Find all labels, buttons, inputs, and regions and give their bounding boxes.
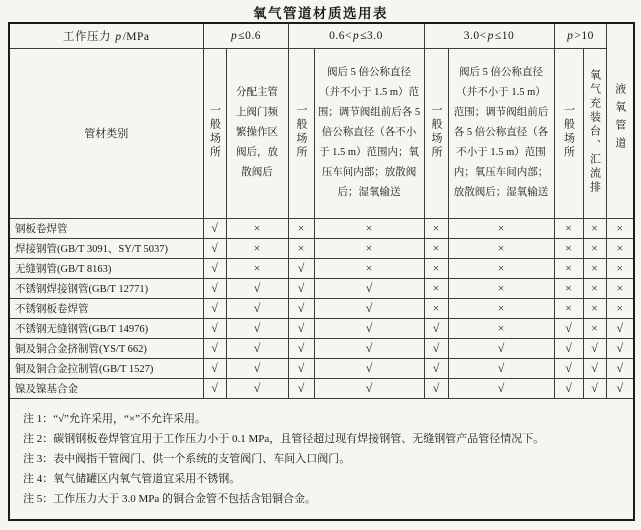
mark-cell: √ — [554, 358, 583, 378]
mark-cell: × — [583, 298, 606, 318]
mark-cell: × — [448, 278, 554, 298]
mark-cell: × — [226, 218, 288, 238]
mark-cell: √ — [448, 358, 554, 378]
header-range-p-gt-10 — [554, 23, 606, 48]
mark-cell: √ — [448, 378, 554, 398]
subheader-filling-station-manifold — [583, 48, 606, 218]
subheader-valve-diameter-range-1: 阀后 5 倍公称直径（并不小于 1.5 m）范围；调节阀组前后各 5 倍公称直径（各不小于 1.5 m）范围内；氧压车间内部；放散阀后；湿氧输送 — [314, 48, 424, 218]
mark-cell: √ — [424, 318, 448, 338]
mark-cell: × — [448, 258, 554, 278]
mark-cell: × — [424, 298, 448, 318]
mark-cell: × — [554, 218, 583, 238]
mark-cell: × — [288, 238, 314, 258]
header-range-3-to-10 — [424, 23, 554, 48]
mark-cell: √ — [448, 338, 554, 358]
mark-cell: √ — [606, 378, 634, 398]
note-line: 注 1：“√”允许采用，“×”不允许采用。 — [23, 412, 207, 425]
mark-cell: × — [424, 258, 448, 278]
mark-cell: √ — [583, 358, 606, 378]
mark-cell: √ — [203, 318, 226, 338]
table-row — [9, 218, 634, 238]
mark-cell: √ — [226, 338, 288, 358]
label-part: ≤10 — [494, 29, 515, 42]
subheader-distribution-main-valves: 分配主管上阀门频繁操作区阀后，放散阀后 — [226, 48, 288, 218]
table-row — [9, 338, 634, 358]
header-liquid-oxygen-pipeline — [606, 23, 634, 218]
vertical-label: 氧气充装台、汇流排 — [588, 68, 601, 195]
mark-cell: √ — [554, 378, 583, 398]
header-range-p-le-0-6 — [203, 23, 288, 48]
mark-cell: × — [606, 258, 634, 278]
mark-cell: √ — [203, 278, 226, 298]
mark-cell: √ — [314, 278, 424, 298]
mark-cell: × — [606, 218, 634, 238]
label-part: ≤0.6 — [238, 29, 261, 42]
pressure-symbol: p — [487, 29, 494, 42]
mark-cell: √ — [554, 318, 583, 338]
mark-cell: √ — [554, 338, 583, 358]
mark-cell: × — [424, 238, 448, 258]
vertical-label: 一般场所 — [562, 103, 575, 160]
mark-cell: × — [448, 298, 554, 318]
mark-cell: √ — [203, 238, 226, 258]
mark-cell: √ — [226, 298, 288, 318]
mark-cell: × — [554, 238, 583, 258]
note-line: 注 5：工作压力大于 3.0 MPa 的铜合金管不包括含铝铜合金。 — [23, 492, 317, 505]
oxygen-pipe-material-table — [8, 22, 635, 521]
mark-cell: √ — [288, 318, 314, 338]
mark-cell: × — [583, 278, 606, 298]
mark-cell: √ — [288, 338, 314, 358]
mark-cell: √ — [226, 358, 288, 378]
mark-cell: × — [606, 278, 634, 298]
material-name: 不锈钢板卷焊管 — [9, 298, 203, 318]
vertical-label: 一般场所 — [430, 103, 443, 160]
pressure-symbol: p — [115, 30, 122, 43]
table-row — [9, 258, 634, 278]
mark-cell: √ — [314, 358, 424, 378]
pressure-symbol: p — [352, 29, 360, 42]
table-title: 氧气管道材质选用表 — [253, 6, 388, 21]
label-part: /MPa — [122, 30, 150, 43]
material-name: 不锈钢焊接钢管(GB/T 12771) — [9, 278, 203, 298]
notes-cell — [9, 398, 634, 520]
vertical-label: 液氧管道 — [613, 83, 626, 156]
mark-cell: √ — [314, 298, 424, 318]
subheader-general-site-2 — [288, 48, 314, 218]
material-name: 不锈钢无缝钢管(GB/T 14976) — [9, 318, 203, 338]
vertical-label: 一般场所 — [208, 103, 221, 160]
mark-cell: × — [314, 258, 424, 278]
label-part: >10 — [574, 29, 594, 42]
mark-cell: √ — [424, 358, 448, 378]
mark-cell: √ — [583, 338, 606, 358]
mark-cell: √ — [203, 258, 226, 278]
mark-cell: × — [226, 258, 288, 278]
mark-cell: × — [448, 238, 554, 258]
mark-cell: √ — [288, 358, 314, 378]
mark-cell: √ — [606, 338, 634, 358]
header-material-category: 管材类别 — [9, 48, 203, 218]
mark-cell: × — [288, 218, 314, 238]
mark-cell: × — [606, 238, 634, 258]
mark-cell: √ — [424, 378, 448, 398]
header-row-subcategories — [9, 48, 634, 218]
table-row — [9, 298, 634, 318]
mark-cell: √ — [226, 378, 288, 398]
mark-cell: √ — [203, 378, 226, 398]
mark-cell: √ — [288, 378, 314, 398]
subheader-general-site-1 — [203, 48, 226, 218]
subheader-general-site-4 — [554, 48, 583, 218]
mark-cell: √ — [583, 378, 606, 398]
table-row — [9, 278, 634, 298]
material-name: 无缝钢管(GB/T 8163) — [9, 258, 203, 278]
mark-cell: √ — [606, 358, 634, 378]
subheader-valve-diameter-range-2: 阀后 5 倍公称直径（并不小于 1.5 m）范围；调节阀组前后各 5 倍公称直径（各不小于 1.5 m）范围内；氧压车间内部；放散阀后；湿氧输送 — [448, 48, 554, 218]
mark-cell: × — [583, 238, 606, 258]
mark-cell: × — [314, 218, 424, 238]
mark-cell: × — [554, 278, 583, 298]
mark-cell: × — [554, 258, 583, 278]
mark-cell: √ — [288, 278, 314, 298]
header-range-0-6-to-3 — [288, 23, 424, 48]
mark-cell: √ — [203, 338, 226, 358]
mark-cell: × — [448, 318, 554, 338]
mark-cell: √ — [203, 358, 226, 378]
material-name: 铜及铜合金挤制管(YS/T 662) — [9, 338, 203, 358]
material-name: 铜及铜合金拉制管(GB/T 1527) — [9, 358, 203, 378]
mark-cell: √ — [314, 318, 424, 338]
table-row — [9, 358, 634, 378]
note-line: 注 2：碳钢钢板卷焊管宜用于工作压力小于 0.1 MPa，且管径超过现有焊接钢管、无缝钢管产品管径情况下。 — [23, 432, 545, 445]
label-part: 工作压力 — [62, 30, 115, 43]
table-row — [9, 318, 634, 338]
mark-cell: √ — [424, 338, 448, 358]
label-part: ≤3.0 — [360, 29, 383, 42]
pressure-symbol: p — [231, 29, 238, 42]
mark-cell: × — [448, 218, 554, 238]
mark-cell: √ — [203, 298, 226, 318]
material-name: 镍及镍基合金 — [9, 378, 203, 398]
table-row — [9, 378, 634, 398]
mark-cell: √ — [226, 318, 288, 338]
material-name: 钢板卷焊管 — [9, 218, 203, 238]
mark-cell: √ — [314, 378, 424, 398]
subheader-general-site-3 — [424, 48, 448, 218]
mark-cell: × — [583, 258, 606, 278]
table-row — [9, 238, 634, 258]
pressure-symbol: p — [567, 29, 574, 42]
mark-cell: √ — [314, 338, 424, 358]
notes-row — [9, 398, 634, 520]
material-name: 焊接钢管(GB/T 3091、SY/T 5037) — [9, 238, 203, 258]
vertical-label: 一般场所 — [295, 103, 308, 160]
mark-cell: × — [606, 298, 634, 318]
header-row-pressure — [9, 23, 634, 48]
mark-cell: × — [583, 318, 606, 338]
note-line: 注 3：表中阀指干管阀门、供一个系统的支管阀门、车间入口阀门。 — [23, 452, 351, 465]
mark-cell: × — [314, 238, 424, 258]
mark-cell: √ — [226, 278, 288, 298]
mark-cell: × — [583, 218, 606, 238]
mark-cell: × — [554, 298, 583, 318]
mark-cell: √ — [606, 318, 634, 338]
label-part: 0.6< — [329, 29, 352, 42]
mark-cell: × — [424, 218, 448, 238]
mark-cell: √ — [288, 298, 314, 318]
mark-cell: √ — [288, 258, 314, 278]
mark-cell: × — [226, 238, 288, 258]
label-part: 3.0< — [463, 29, 487, 42]
mark-cell: √ — [203, 218, 226, 238]
note-line: 注 4：氧气储罐区内氧气管道宜采用不锈钢。 — [23, 472, 241, 485]
mark-cell: × — [424, 278, 448, 298]
header-working-pressure — [9, 23, 203, 48]
